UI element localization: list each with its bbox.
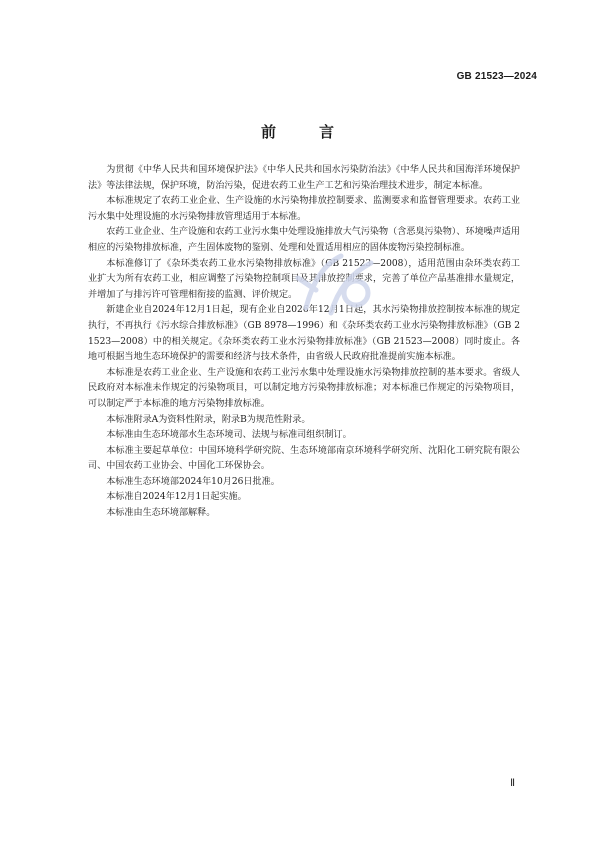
- paragraph-basic-requirements: 本标准是农药工业企业、生产设施和农药工业污水集中处理设施水污染物排放控制的基本要求。省级人民政府对本标准未作规定的污染物项目，可以制定地方污染物排放标准；对本标准已作规定的污染物项目，可以制定严于本标准的地方污染物排放标准。: [88, 367, 520, 409]
- page-title: 前 言: [260, 123, 348, 141]
- paragraph-implementation: 本标准自2024年12月1日起实施。: [106, 492, 247, 503]
- page-number: Ⅱ: [510, 778, 515, 789]
- paragraph-organizer: 本标准由生态环境部水生态环境司、法规与标准司组织制订。: [106, 430, 352, 441]
- standard-code: GB 21523—2024: [456, 71, 537, 82]
- foreword-body: [88, 163, 520, 522]
- paragraph-purpose: 为贯彻《中华人民共和国环境保护法》《中华人民共和国水污染防治法》《中华人民共和国海洋环境保护法》等法律法规，保护环境，防治污染，促进农药工业生产工艺和污染治理技术进步，制定本标准。: [88, 165, 520, 191]
- paragraph-other-standards: 农药工业企业、生产设施和农药工业污水集中处理设施排放大气污染物（含恶臭污染物）、环境噪声适用相应的污染物排放标准，产生固体废物的鉴别、处理和处置适用相应的固体废物污染控制标准。: [88, 227, 520, 253]
- paragraph-appendices: 本标准附录A为资料性附录，附录B为规范性附录。: [106, 414, 311, 425]
- paragraph-drafters: 本标准主要起草单位：中国环境科学研究院、生态环境部南京环境科学研究所、沈阳化工研究院有限公司、中国农药工业协会、中国化工环保协会。: [88, 445, 520, 472]
- paragraph-interpretation: 本标准由生态环境部解释。: [106, 508, 216, 519]
- paragraph-revision: 本标准修订了《杂环类农药工业水污染物排放标准》（GB 21523—2008），适用范围由杂环类农药工业扩大为所有农药工业，相应调整了污染物控制项目及其排放控制要求，完善了单位产品基准排水量规定，并增加了与排污许可管理相衔接的监测、评价规定。: [88, 258, 520, 300]
- paragraph-effective-dates: 新建企业自2024年12月1日起，现有企业自2026年12月1日起，其水污染物排放控制按本标准的规定执行，不再执行《污水综合排放标准》（GB 8978—1996）和《杂环类农药工业水污染物排放标准》（GB 21523—2008）中的相关规定。《杂环类农药工业水污染物排放标准》（GB 21523—2008）同时废止。各地可根据当地生态环境保护的需要和经济与技术条件，由省级人民政府批准提前实施本标准。: [88, 305, 520, 363]
- paragraph-approval: 本标准生态环境部2024年10月26日批准。: [106, 476, 280, 487]
- paragraph-scope: 本标准规定了农药工业企业、生产设施的水污染物排放控制要求、监测要求和监督管理要求。农药工业污水集中处理设施的水污染物排放管理适用于本标准。: [88, 196, 520, 222]
